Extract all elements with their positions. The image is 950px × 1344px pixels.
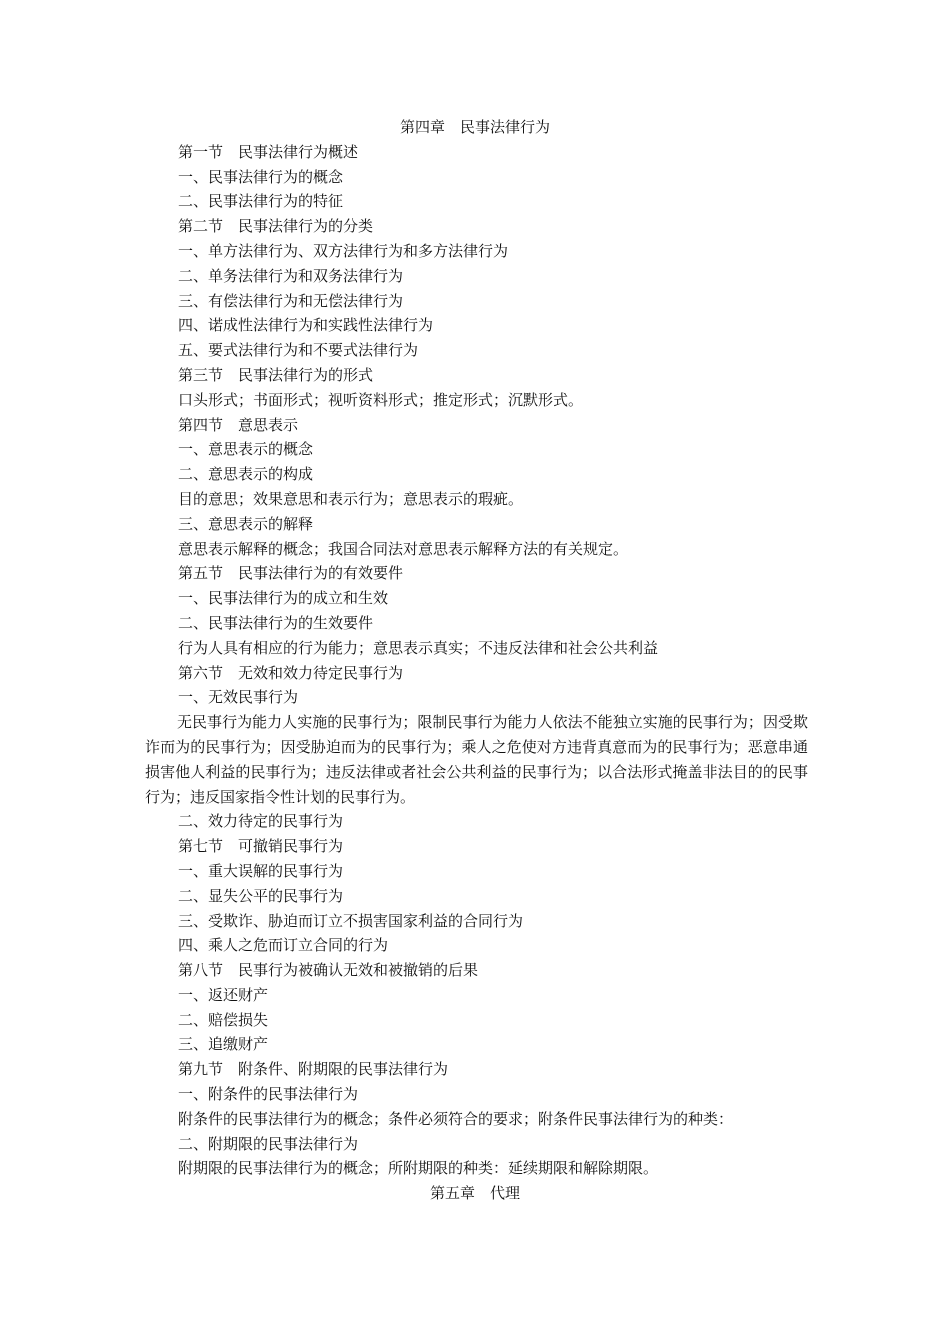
outline-line: 二、单务法律行为和双务法律行为 — [178, 266, 404, 285]
outline-line: 三、追缴财产 — [178, 1035, 269, 1054]
outline-line: 一、民事法律行为的概念 — [178, 167, 344, 186]
outline-line: 第一节 民事法律行为概述 — [178, 142, 359, 161]
outline-line: 二、显失公平的民事行为 — [178, 886, 344, 905]
outline-line: 一、重大误解的民事行为 — [178, 861, 344, 880]
outline-line: 第七节 可撤销民事行为 — [178, 837, 344, 856]
outline-line: 一、意思表示的概念 — [178, 440, 314, 459]
outline-line: 第八节 民事行为被确认无效和被撤销的后果 — [178, 961, 479, 980]
outline-line: 一、民事法律行为的成立和生效 — [178, 589, 389, 608]
outline-line: 三、有偿法律行为和无偿法律行为 — [178, 291, 404, 310]
outline-line: 附条件的民事法律行为的概念；条件必须符合的要求；附条件民事法律行为的种类： — [178, 1109, 734, 1128]
outline-line: 二、民事法律行为的生效要件 — [178, 613, 374, 632]
outline-line: 一、无效民事行为 — [178, 688, 299, 707]
next-chapter-title: 第五章 代理 — [429, 1184, 520, 1203]
outline-line: 一、返还财产 — [178, 985, 269, 1004]
outline-line: 第九节 附条件、附期限的民事法律行为 — [178, 1060, 449, 1079]
outline-line: 第三节 民事法律行为的形式 — [178, 365, 374, 384]
outline-line: 五、要式法律行为和不要式法律行为 — [178, 341, 419, 360]
document-page — [0, 115, 950, 1206]
outline-line: 第六节 无效和效力待定民事行为 — [178, 663, 404, 682]
outline-line: 二、民事法律行为的特征 — [178, 192, 344, 211]
outline-line: 四、乘人之危而订立合同的行为 — [178, 936, 389, 955]
outline-line: 意思表示解释的概念；我国合同法对意思表示解释方法的有关规定。 — [178, 539, 629, 558]
outline-line: 二、效力待定的民事行为 — [178, 812, 344, 831]
outline-line: 第四节 意思表示 — [178, 415, 299, 434]
outline-section-1 — [0, 140, 950, 710]
body-paragraph: 无民事行为能力人实施的民事行为；限制民事行为能力人依法不能独立实施的民事行为；因受欺诈而为的民事行为；因受胁迫而为的民事行为；乘人之危使对方违背真意而为的民事行为；恶意串通损害他人利益的民事行为；违反法律或者社会公共利益的民事行为；以合法形式掩盖非法目的的民事行为；违反国家指令性计划的民事行为。 — [145, 713, 808, 806]
outline-line: 第二节 民事法律行为的分类 — [178, 217, 374, 236]
outline-line: 一、单方法律行为、双方法律行为和多方法律行为 — [178, 241, 509, 260]
outline-section-2 — [0, 809, 950, 1181]
outline-line: 三、受欺诈、胁迫而订立不损害国家利益的合同行为 — [178, 911, 524, 930]
outline-line: 口头形式；书面形式；视听资料形式；推定形式；沉默形式。 — [178, 390, 584, 409]
outline-line: 第五节 民事法律行为的有效要件 — [178, 564, 404, 583]
outline-line: 目的意思；效果意思和表示行为；意思表示的瑕疵。 — [178, 489, 524, 508]
outline-line: 四、诺成性法律行为和实践性法律行为 — [178, 316, 434, 335]
outline-line: 三、意思表示的解释 — [178, 514, 314, 533]
outline-line: 一、附条件的民事法律行为 — [178, 1085, 359, 1104]
chapter-title: 第四章 民事法律行为 — [399, 118, 550, 136]
outline-line: 二、附期限的民事法律行为 — [178, 1134, 359, 1153]
outline-line: 二、意思表示的构成 — [178, 465, 314, 484]
outline-line: 附期限的民事法律行为的概念；所附期限的种类：延续期限和解除期限。 — [178, 1159, 659, 1178]
outline-line: 二、赔偿损失 — [178, 1010, 269, 1029]
outline-line: 行为人具有相应的行为能力；意思表示真实；不违反法律和社会公共利益 — [178, 638, 659, 657]
